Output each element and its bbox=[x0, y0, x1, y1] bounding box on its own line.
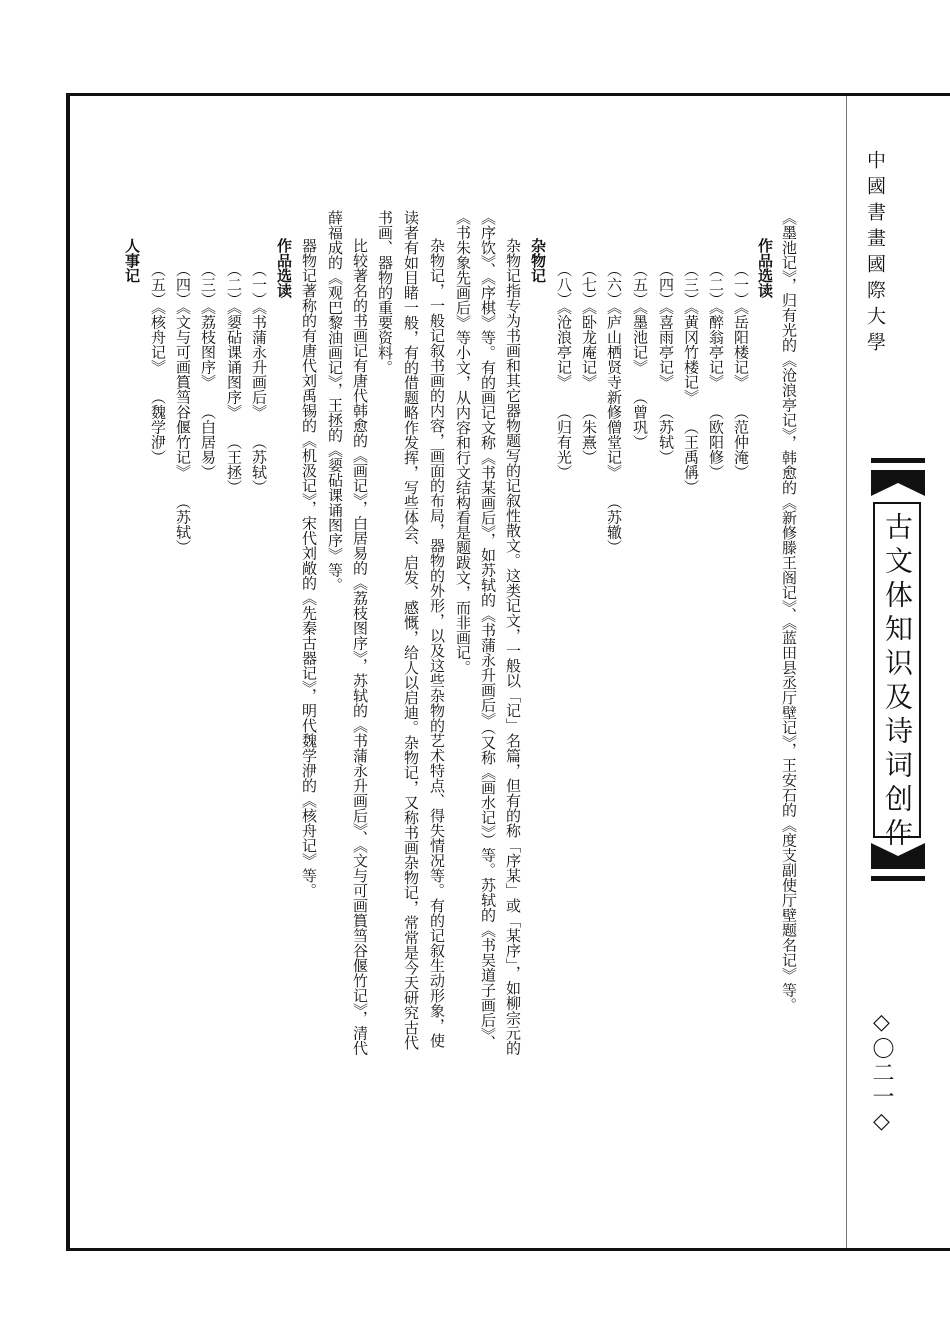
page-frame-top bbox=[66, 93, 950, 96]
reading-item: （四）《喜雨亭记》 （苏轼） bbox=[657, 262, 675, 465]
reading-item: （一）《书蒲永升画后》 （苏轼） bbox=[250, 262, 268, 495]
reading-item: （五）《核舟记》 （魏学洢） bbox=[149, 262, 167, 465]
banner-bottom-bar bbox=[871, 876, 925, 881]
section-heading: 作品选读 bbox=[275, 238, 293, 298]
text-column: 读者有如目睹一般，有的借题略作发挥，写些体会、启发、感慨，给人以启迪。杂物记，又称书画杂物记，常常是今天研究古代 bbox=[402, 210, 420, 1050]
reading-item: （七）《卧龙庵记》 （朱熹） bbox=[580, 262, 598, 465]
page-frame-left bbox=[66, 93, 70, 1250]
text-column: 薛福成的《观巴黎油画记》，王拯的《媭砧课诵图序》等。 bbox=[326, 210, 344, 593]
text-column: 书画、器物的重要资料。 bbox=[376, 210, 394, 375]
text-column: 《墨池记》，归有光的《沧浪亭记》，韩愈的《新修滕王阁记》、《蓝田县丞厅壁记》，王安石的《度支副使厅壁题名记》等。 bbox=[780, 210, 798, 1013]
text-column: 比较著名的书画记有唐代韩愈的《画记》，白居易的《荔枝图序》，苏轼的《书蒲永升画后》、《文与可画篔筜谷偃竹记》，清代 bbox=[351, 238, 369, 1056]
section-heading: 杂物记 bbox=[529, 238, 547, 283]
book-title: 古文体知识及诗词创作 bbox=[881, 512, 914, 852]
text-column: 《序饮》、《序棋》等。有的画记文称《书某画后》，如苏轼的《书蒲永升画后》（又称《画水记》）等。苏轼的《书吴道子画后》、 bbox=[479, 210, 497, 1050]
reading-item: （二）《媭砧课诵图序》 （王拯） bbox=[225, 262, 243, 495]
university-name: 中國書畫國際大學 bbox=[864, 150, 886, 358]
text-column: 杂物记，一般记叙书画的内容，画面的布局，器物的外形，以及这些杂物的艺术特点、得失情况等。有的记叙生动形象，使 bbox=[428, 238, 446, 1048]
reading-item: （一）《岳阳楼记》 （范仲淹） bbox=[732, 262, 750, 480]
section-heading: 作品选读 bbox=[756, 238, 774, 298]
reading-item: （五）《墨池记》 （曾巩） bbox=[631, 262, 649, 450]
text-column: 杂物记指专为书画和其它器物题写的记叙性散文。这类记文，一般以「记」名篇，但有的称「序某」或「某序」，如柳宗元的 bbox=[504, 238, 522, 1056]
reading-item: （六）《庐山栖贤寺新修僧堂记》 （苏辙） bbox=[605, 262, 623, 555]
banner-top-bar bbox=[871, 458, 925, 463]
section-heading: 人事记 bbox=[123, 238, 141, 283]
page-frame-bottom bbox=[66, 1248, 950, 1251]
reading-item: （二）《醉翁亭记》 （欧阳修） bbox=[707, 262, 725, 480]
reading-item: （三）《荔枝图序》 （白居易） bbox=[199, 262, 217, 480]
reading-item: （三）《黄冈竹楼记》 （王禹偁） bbox=[682, 262, 700, 495]
reading-item: （八）《沧浪亭记》 （归有光） bbox=[555, 262, 573, 480]
banner-top-arrow bbox=[871, 470, 925, 496]
side-divider bbox=[846, 96, 847, 1248]
text-column: 《书朱象先画后》等小文，从内容和行文结构看是题跋文，而非画记。 bbox=[454, 210, 472, 675]
reading-item: （四）《文与可画篔筜谷偃竹记》 （苏轼） bbox=[174, 262, 192, 555]
page-number: ◇〇二一◇ bbox=[869, 1010, 894, 1136]
text-column: 器物记著称的有唐代刘禹锡的《机汲记》，宋代刘敞的《先秦古器记》，明代魏学洢的《核舟记》等。 bbox=[300, 238, 318, 898]
